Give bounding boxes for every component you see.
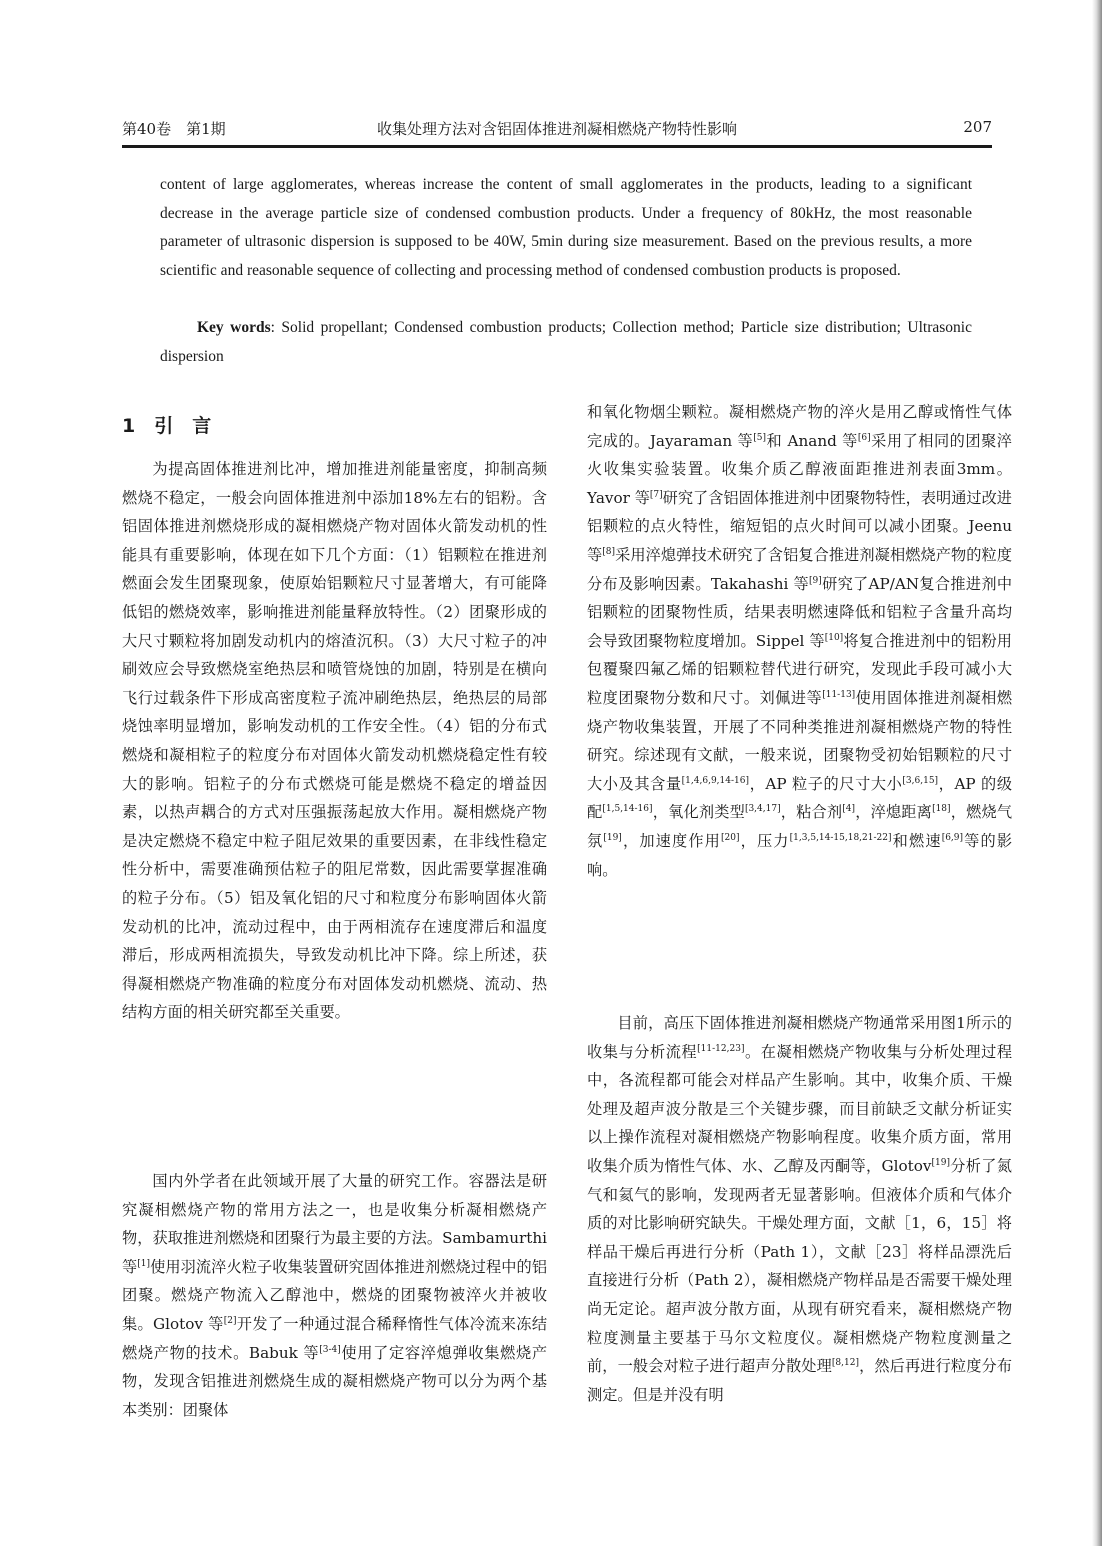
paragraph — [122, 455, 547, 1027]
right-column-top — [587, 398, 1012, 884]
citation-ref: [1,4,6,9,14-16] — [681, 775, 749, 786]
running-title: 收集处理方法对含铝固体推进剂凝相燃烧产物特性影响 — [376, 120, 737, 138]
citation-ref: [4] — [842, 804, 856, 815]
citation-ref: [8] — [602, 546, 616, 557]
text-run: 开发了一种通过混合稀释惰性气体冷流来冻结燃烧产物的技术。Babuk 等 — [122, 1314, 548, 1362]
citation-ref: [20] — [721, 832, 740, 843]
text-run: ，然后再进行粒度分布测定。但是并没有明 — [587, 1357, 1013, 1404]
text-run: 使用羽流淬火粒子收集装置研究固体推进剂燃烧过程中的铝团聚。燃烧产物流入乙醇池中，燃烧的团聚物被淬火并被收集。Glotov 等 — [122, 1257, 548, 1333]
citation-ref: [18] — [932, 804, 951, 815]
citation-ref: [5] — [753, 432, 766, 443]
citation-ref: [8,12] — [831, 1358, 859, 1369]
citation-ref: [2] — [223, 1315, 237, 1326]
paragraph — [587, 398, 1012, 884]
text-run: 。在凝相燃烧产物收集与分析处理过程中，各流程都可能会对样品产生影响。其中，收集介质、干燥处理及超声波分散是三个关键步骤，而目前缺乏文献分析证实以上操作流程对凝相燃烧产物影响程度。收集介质方面，常用收集介质为惰性气体、水、乙醇及丙酮等，Glotov — [587, 1042, 1013, 1175]
journal-volume-issue: 第40卷 第1期 — [122, 120, 226, 138]
text-run: 将复合推进剂中的铝粉用包覆聚四氟乙烯的铝颗粒替代进行研究，发现此手段可减小大粒度团聚物分数和尺寸。刘佩进等 — [587, 631, 1012, 707]
scan-edge-shadow — [1092, 0, 1102, 1546]
citation-ref: [3,6,15] — [902, 775, 939, 786]
text-run: ，氧化剂类型 — [652, 803, 745, 822]
citation-ref: [6,9] — [941, 832, 964, 843]
text-run: 为提高固体推进剂比冲，增加推进剂能量密度，抑制高频燃烧不稳定，一般会向固体推进剂中添加18%左右的铝粉。含铝固体推进剂燃烧形成的凝相燃烧产物对固体火箭发动机的性能具有重要影响，体现在如下几个方面：（1）铝颗粒在推进剂燃面会发生团聚现象，使原始铝颗粒尺寸显著增大，有可能降低铝的燃烧效率，影响推进剂能量释放特性。（2）团聚形成的大尺寸颗粒将加剧发动机内的熔渣沉积。（3）大尺寸粒子的冲刷效应会导致燃烧室绝热层和喷管烧蚀的加剧，特别是在横向飞行过载条件下形成高密度粒子流冲刷绝热层，绝热层的局部烧蚀率明显增加，影响发动机的工作安全性。（4）铝的分布式燃烧和凝相粒子的粒度分布对固体火箭发动机燃烧稳定性有较大的影响。铝粒子的分布式燃烧可能是燃烧不稳定的增益因素，以热声耦合的方式对压强振荡起放大作用。凝相燃烧产物是决定燃烧不稳定中粒子阻尼效果的重要因素，在非线性稳定性分析中，需要准确预估粒子的阻尼常数，因此需要掌握准确的粒子分布。（5）铝及氧化铝的尺寸和粒度分布影响固体火箭发动机的比冲，流动过程中，由于两相流存在速度滞后和温度滞后，形成两相流损失，导致发动机比冲下降。综上所述，获得凝相燃烧产物准确的粒度分布对固体发动机燃烧、流动、热结构方面的相关研究都至关重要。 — [122, 460, 547, 1022]
text-run: 和 Anand 等 — [765, 431, 858, 450]
left-column-top — [122, 455, 547, 1027]
paragraph — [122, 1167, 547, 1424]
citation-ref: [1,3,5,14-15,18,21-22] — [789, 832, 892, 843]
citation-ref: [9] — [809, 575, 822, 586]
citation-ref: [10] — [824, 632, 844, 643]
left-column-bottom — [122, 1167, 547, 1424]
text-run: 使用固体推进剂凝相燃烧产物收集装置，开展了不同种类推进剂凝相燃烧产物的特性研究。综述现有文献，一般来说，团聚物受初始铝颗粒的尺寸大小及其含量 — [587, 688, 1013, 793]
right-column-bottom — [587, 1009, 1012, 1409]
citation-ref: [1] — [137, 1258, 151, 1269]
text-run: 和氧化物烟尘颗粒。凝相燃烧产物的淬火是用乙醇或惰性气体完成的。Jayaraman 等 — [587, 403, 1012, 450]
page-number: 207 — [963, 118, 992, 136]
citation-ref: [11-13] — [822, 689, 856, 700]
citation-ref: [1,5,14-16] — [602, 804, 653, 815]
text-run: ，淬熄距离 — [855, 803, 933, 822]
text-run: ，加速度作用 — [621, 831, 721, 850]
running-header — [122, 118, 992, 142]
citation-ref: [6] — [857, 432, 871, 443]
header-rule — [122, 145, 992, 148]
text-run: 等的影响。 — [587, 831, 1013, 879]
section-heading: 1 引 言 — [122, 415, 212, 437]
text-run: ，AP 的级配 — [587, 774, 1013, 822]
text-run: 分析了氮气和氦气的影响，发现两者无显著影响。但液体介质和气体介质的对比影响研究缺失。干燥处理方面，文献［1，6，15］将样品干燥后再进行分析（Path 1），文献［23］将样品漂洗后直接进行分析（Path 2），凝相燃烧产物样品是否需要干燥处理尚无定论。超声波分散方面，从现有研究看来，凝相燃烧产物粒度测量主要基于马尔文粒度仪。凝相燃烧产物粒度测量之前，一般会对粒子进行超声分散处理 — [587, 1156, 1012, 1376]
text-run: 采用淬熄弹技术研究了含铝复合推进剂凝相燃烧产物的粒度分布及影响因素。Takahashi 等 — [587, 545, 1013, 593]
text-run: 国内外学者在此领域开展了大量的研究工作。容器法是研究凝相燃烧产物的常用方法之一，也是收集分析凝相燃烧产物，获取推进剂燃烧和团聚行为最主要的方法。Sambamurthi 等 — [122, 1172, 547, 1276]
text-run: 和燃速 — [891, 831, 942, 850]
citation-ref: [19] — [931, 1157, 950, 1168]
abstract-continuation: content of large agglomerates, whereas increase the content of small agglomerates in the products, leading to a significant decrease in the average particle size of condensed combustion products. Under a frequency of 80kHz, the most reasonable parameter of ultrasonic dispersion is supposed to be 40W, 5min during size measurement. Based on the previous results, a more scientific and reasonable sequence of collecting and processing method of condensed combustion products is proposed. — [160, 176, 972, 279]
text-run: 采用了相同的团聚淬火收集实验装置。收集介质乙醇液面距推进剂表面3mm。Yavor 等 — [587, 431, 1012, 507]
paragraph — [587, 1009, 1012, 1409]
text-run: ，燃烧气氛 — [587, 803, 1013, 850]
citation-ref: [7] — [649, 489, 663, 500]
keywords — [160, 314, 972, 371]
text-run: 研究了含铝固体推进剂中团聚物特性，表明通过改进铝颗粒的点火特性，缩短铝的点火时间可以减小团聚。Jeenu 等 — [587, 488, 1012, 564]
text-run: 使用了定容淬熄弹收集燃烧产物，发现含铝推进剂燃烧生成的凝相燃烧产物可以分为两个基本类别：团聚体 — [122, 1343, 548, 1419]
citation-ref: [11-12,23] — [697, 1043, 745, 1054]
text-run: ，粘合剂 — [780, 803, 843, 822]
text-run: ，AP 粒子的尺寸大小 — [749, 774, 903, 793]
text-run: 目前，高压下固体推进剂凝相燃烧产物通常采用图1所示的收集与分析流程 — [587, 1014, 1012, 1061]
keywords-text: : Solid propellant; Condensed combustion products; Collection method; Particle size distribution; Ultrasonic dispersion — [160, 319, 972, 365]
citation-ref: [3,4,17] — [744, 804, 781, 815]
text-run: 研究了AP/AN复合推进剂中铝颗粒的团聚物性质，结果表明燃速降低和铝粒子含量升高均会导致团聚物粒度增加。Sippel 等 — [587, 574, 1013, 650]
text-run: ，压力 — [739, 831, 790, 850]
keywords-label: Key words — [197, 319, 271, 336]
citation-ref: [19] — [603, 832, 622, 843]
citation-ref: [3-4] — [319, 1344, 341, 1355]
